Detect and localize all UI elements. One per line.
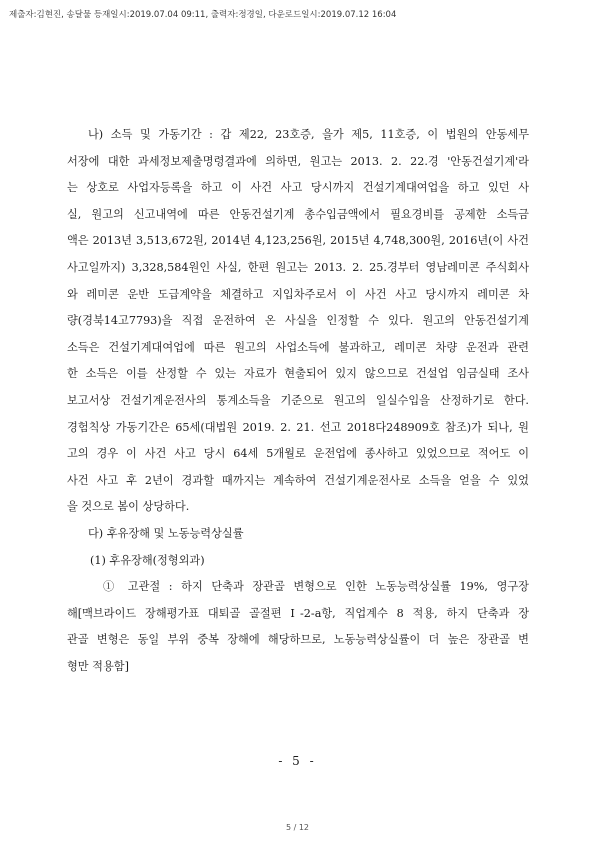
text-line: 나) 소득 및 가동기간 : 갑 제22, 23호증, 을가 제5, 11호증, 이 법원의 안동세무 bbox=[88, 128, 529, 141]
text-line: 사고일까지) 3,328,584원인 사실, 한편 원고는 2013. 2. 25.경부터 영남레미콘 주식회사 bbox=[67, 260, 529, 274]
text-line: 고의 경우 이 사건 사고 당시 64세 5개월로 운전업에 종사하고 있었으므로 적어도 이 bbox=[67, 447, 529, 461]
text-line: 사건 사고 후 2년이 경과할 때까지는 계속하여 건설기계운전사로 소득을 얻을 수 있었 bbox=[67, 473, 529, 487]
text-line: 서장에 대한 과세정보제출명령결과에 의하면, 원고는 2013. 2. 22.경 '안동건설기계'라 bbox=[67, 154, 529, 168]
text-line: 을 것으로 봄이 상당하다. bbox=[67, 500, 190, 514]
document-header: 제출자:김현진, 송달물 등재일시:2019.07.04 09:11, 출력자:정경일, 다운로드일시:2019.07.12 16:04 bbox=[9, 10, 397, 20]
page-footer: 5 / 12 bbox=[285, 823, 310, 832]
text-line: 는 상호로 사업자등록을 하고 이 사건 사고 당시까지 건설기계대여업을 하고 있던 사 bbox=[67, 181, 529, 195]
text-line: 경험칙상 가동기간은 65세(대법원 2019. 2. 21. 선고 2018다248909호 참조)가 되나, 원 bbox=[67, 420, 529, 434]
page-number: - 5 - bbox=[278, 754, 317, 768]
text-line: 액은 2013년 3,513,672원, 2014년 4,123,256원, 2015년 4,748,300원, 2016년(이 사건 bbox=[67, 234, 529, 248]
document-body bbox=[67, 122, 529, 680]
text-line: 관골 변형은 동일 부위 중복 장해에 해당하므로, 노동능력상실률이 더 높은 장관골 변 bbox=[67, 633, 529, 647]
text-line: 해[맥브라이드 장해평가표 대퇴골 골절편 Ⅰ-2-a항, 직업계수 8 적용, 하지 단축과 장 bbox=[67, 606, 529, 620]
text-line: 한 소득은 이를 산정할 수 있는 자료가 현출되어 있지 않으므로 건설업 임금실태 조사 bbox=[67, 367, 529, 381]
text-line: 형만 적용함] bbox=[67, 659, 129, 673]
text-line: 보고서상 건설기계운전사의 통계소득을 기준으로 원고의 일실수입을 산정하기로 한다. bbox=[67, 393, 529, 407]
text-line: 소득은 건설기계대여업에 따른 원고의 사업소득에 불과하고, 레미콘 차량 운전과 관련 bbox=[67, 340, 529, 354]
section-heading: 다) 후유장해 및 노동능력상실률 bbox=[88, 526, 244, 540]
text-line: 실, 원고의 신고내역에 따른 안동건설기계 총수입금액에서 필요경비를 공제한 소득금 bbox=[67, 207, 529, 221]
text-line: 량(경북14고7793)을 직접 운전하여 온 사실을 인정할 수 있다. 원고의 안동건설기계 bbox=[67, 314, 529, 328]
text-line: ① 고관절 : 하지 단축과 장관골 변형으로 인한 노동능력상실률 19%, 영구장 bbox=[103, 580, 529, 594]
subsection-heading: (1) 후유장해(정형외과) bbox=[90, 553, 205, 567]
text-line: 와 레미콘 운반 도급계약을 체결하고 지입차주로서 이 사건 사고 당시까지 레미콘 차 bbox=[67, 287, 529, 301]
